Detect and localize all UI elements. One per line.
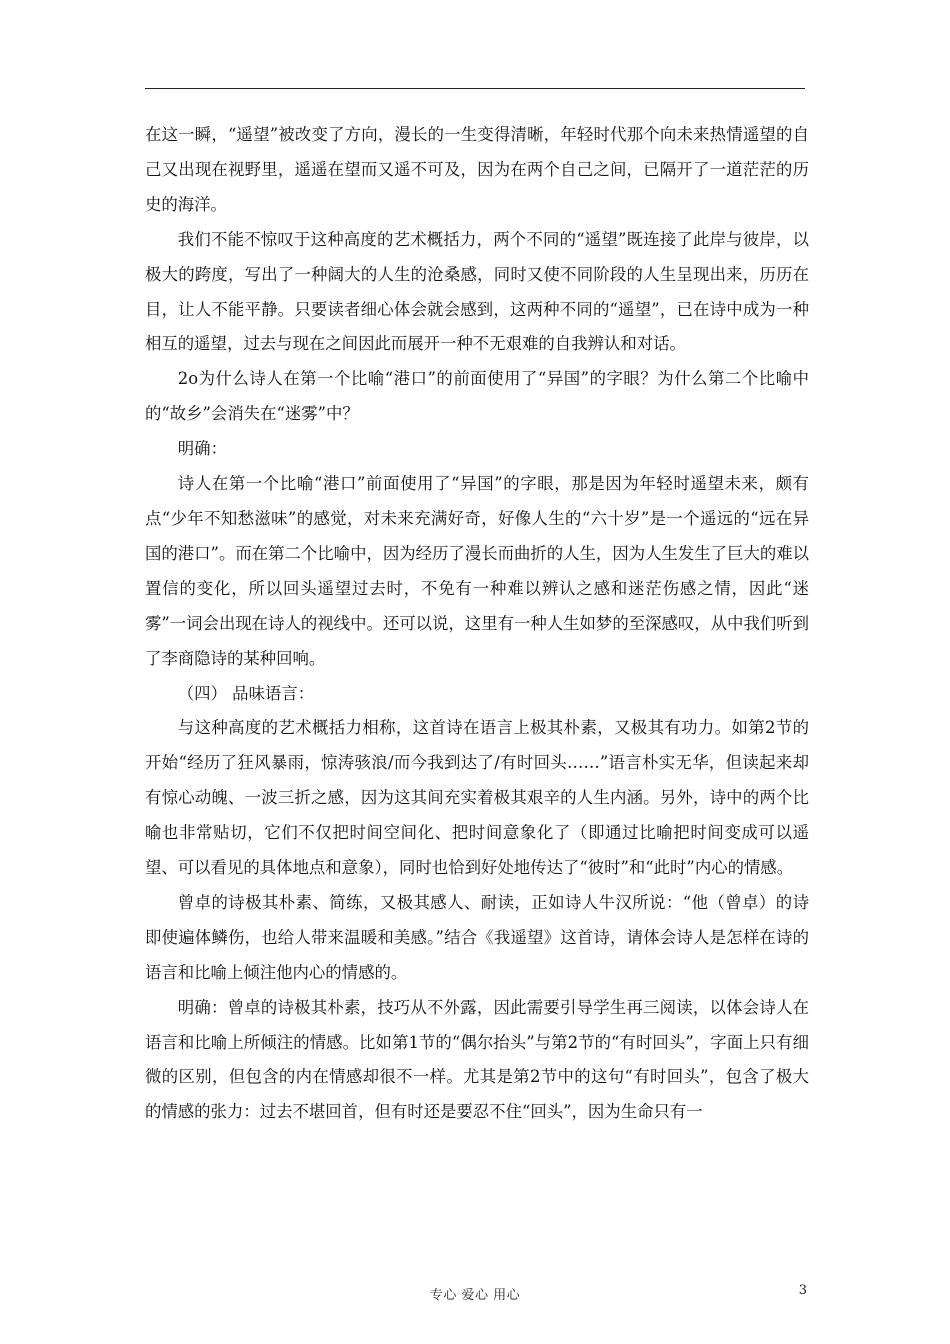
paragraph-2: 我们不能不惊叹于这种高度的艺术概括力，两个不同的“遥望”既连接了此岸与彼岸，以极大的跨度，写出了一种阔大的人生的沧桑感，同时又使不同阶段的人生呈现出来，历历在目，让人不能平静。只要读者细心体会就会感到，这两种不同的“遥望”，已在诗中成为一种相互的遥望，过去与现在之间因此而展开一种不无艰难的自我辨认和对话。 bbox=[145, 229, 809, 354]
paragraph-1: 在这一瞬，“遥望”被改变了方向，漫长的一生变得清晰，年轻时代那个向未来热情遥望的自己又出现在视野里，遥遥在望而又遥不可及，因为在两个自己之间，已隔开了一道茫茫的历史的海洋。 bbox=[145, 125, 809, 214]
body-text bbox=[145, 118, 809, 1130]
language-paragraph: 与这种高度的艺术概括力相称，这首诗在语言上极其朴素，又极其有功力。如第2节的开始“经历了狂风暴雨，惊涛骇浪/而今我到达了/有时回头……”语言朴实无华，但读起来却有惊心动魄、一波三折之感，因为这其间充实着极其艰辛的人生内涵。另外，诗中的两个比喻也非常贴切，它们不仅把时间空间化、把时间意象化了（即通过比喻把时间变成可以遥望、可以看见的具体地点和意象），同时也恰到好处地传达了“彼时”和“此时”内心的情感。 bbox=[145, 718, 809, 878]
prompt-paragraph: 曾卓的诗极其朴素、简练，又极其感人、耐读，正如诗人牛汉所说：“他（曾卓）的诗即使遍体鳞伤，也给人带来温暖和美感。”结合《我遥望》这首诗，请体会诗人是怎样在诗的语言和比喻上倾注他内心的情感的。 bbox=[145, 892, 809, 982]
answer-label: 明确： bbox=[177, 439, 227, 459]
header-rule bbox=[145, 88, 805, 89]
question-paragraph: 2o为什么诗人在第一个比喻“港口”的前面使用了“异国”的字眼？为什么第二个比喻中的“故乡”会消失在“迷雾”中？ bbox=[145, 369, 809, 424]
final-answer-paragraph: 明确：曾卓的诗极其朴素，技巧从不外露，因此需要引导学生再三阅读，以体会诗人在语言和比喻上所倾注的情感。比如第1节的“偶尔抬头”与第2节的“有时回头”，字面上只有细微的区别，但包含的内在情感却很不一样。尤其是第2节中的这句“有时回头”，包含了极大的情感的张力：过去不堪回首，但有时还是要忍不住“回头”，因为生命只有一 bbox=[145, 997, 809, 1122]
section-heading: （四） 品味语言： bbox=[177, 683, 315, 703]
answer-paragraph: 诗人在第一个比喻“港口”前面使用了“异国”的字眼，那是因为年轻时遥望未来，颇有点“少年不知愁滋味”的感觉，对未来充满好奇，好像人生的“六十岁”是一个遥远的“远在异国的港口”。而在第二个比喻中，因为经历了漫长而曲折的人生，因为人生发生了巨大的难以置信的变化，所以回头遥望过去时，不免有一种难以辨认之感和迷茫伤感之情，因此“迷雾”一词会出现在诗人的视线中。还可以说，这里有一种人生如梦的至深感叹，从中我们听到了李商隐诗的某种回响。 bbox=[145, 474, 810, 668]
page-number: 3 bbox=[798, 1283, 807, 1298]
footer-motto: 专心 爱心 用心 bbox=[429, 1288, 521, 1303]
